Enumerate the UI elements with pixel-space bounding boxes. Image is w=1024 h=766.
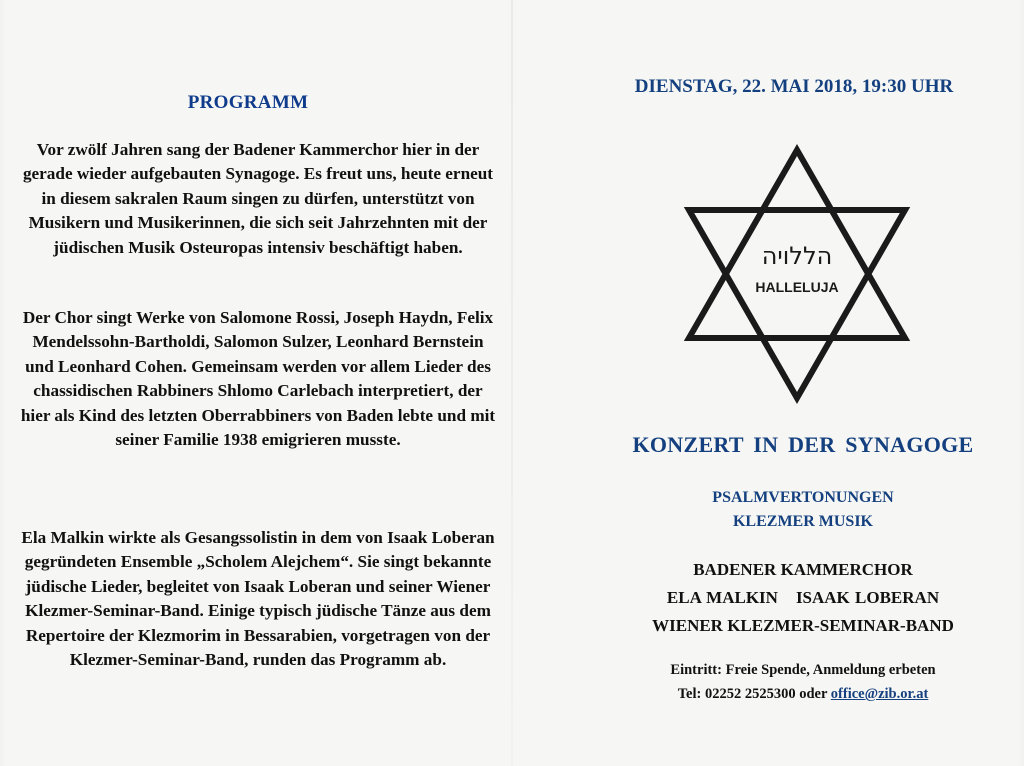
performer-soloists — [613, 588, 993, 608]
email-link[interactable]: office@zib.or.at — [830, 686, 929, 702]
tel-number: 02252 2525300 — [704, 686, 796, 702]
performer-band: WIENER KLEZMER-SEMINAR-BAND — [652, 616, 954, 635]
performer-isaak-loberan: ISAAK LOBERAN — [795, 588, 940, 607]
admission-info: Eintritt: Freie Spende, Anmeldung erbeten — [670, 662, 936, 678]
hebrew-halleluja: הללויה — [761, 242, 833, 270]
program-title: PROGRAMM — [187, 92, 309, 113]
concert-title: KONZERT IN DER SYNAGOGE — [632, 432, 974, 457]
concert-subtitles — [653, 486, 953, 534]
program-paragraph-2: Der Chor singt Werke von Salomone Rossi, Joseph Haydn, Felix Mendelssohn-Bartholdi, Salomon Sulzer, Leonhard Bernstein und Leonhard Cohen. Gemeinsam werden vor allem Lieder des chassidischen Rabbiners Shlomo Carlebach interpretiert, der hier als Kind des letzten Oberrabbiners von Baden lebte und mit seiner Familie 1938 emigrieren musste. — [20, 308, 496, 450]
program-paragraph-1: Vor zwölf Jahren sang der Badener Kammerchor hier in der gerade wieder aufgebauten Synagoge. Es freut uns, heute erneut in diesem sakralen Raum singen zu dürfen, unterstützt von Musikern und Musikerinnen, die sich seit Jahrzehnten mit der jüdischen Musik Osteuropas intensiv beschäftigt haben. — [22, 140, 494, 257]
performer-choir: BADENER KAMMERCHOR — [693, 560, 913, 579]
star-of-david-icon — [681, 142, 913, 406]
tel-label: Tel: — [677, 686, 702, 702]
performer-ela-malkin: ELA MALKIN — [666, 588, 778, 607]
halleluja-label: HALLELUJA — [755, 279, 839, 295]
subtitle-psalm: PSALMVERTONUNGEN — [712, 489, 894, 506]
program-paragraph-3: Ela Malkin wirkte als Gesangssolistin in dem von Isaak Loberan gegründeten Ensemble „Scholem Alejchem“. Sie singt bekannte jüdische Lieder, begleitet von Isaak Loberan und seiner Wiener Klezmer-Seminar-Band. Einige typisch jüdische Tänze aus dem Repertoire der Klezmorim in Bessarabien, vorgetragen von der Klezmer-Seminar-Band, runden das Programm ab. — [21, 528, 495, 670]
contact-line — [623, 686, 983, 703]
or-label: oder — [799, 686, 828, 702]
program-panel — [0, 0, 511, 766]
event-date: DIENSTAG, 22. MAI 2018, 19:30 UHR — [634, 76, 954, 97]
subtitle-klezmer: KLEZMER MUSIK — [732, 513, 873, 530]
title-panel — [513, 0, 1024, 766]
